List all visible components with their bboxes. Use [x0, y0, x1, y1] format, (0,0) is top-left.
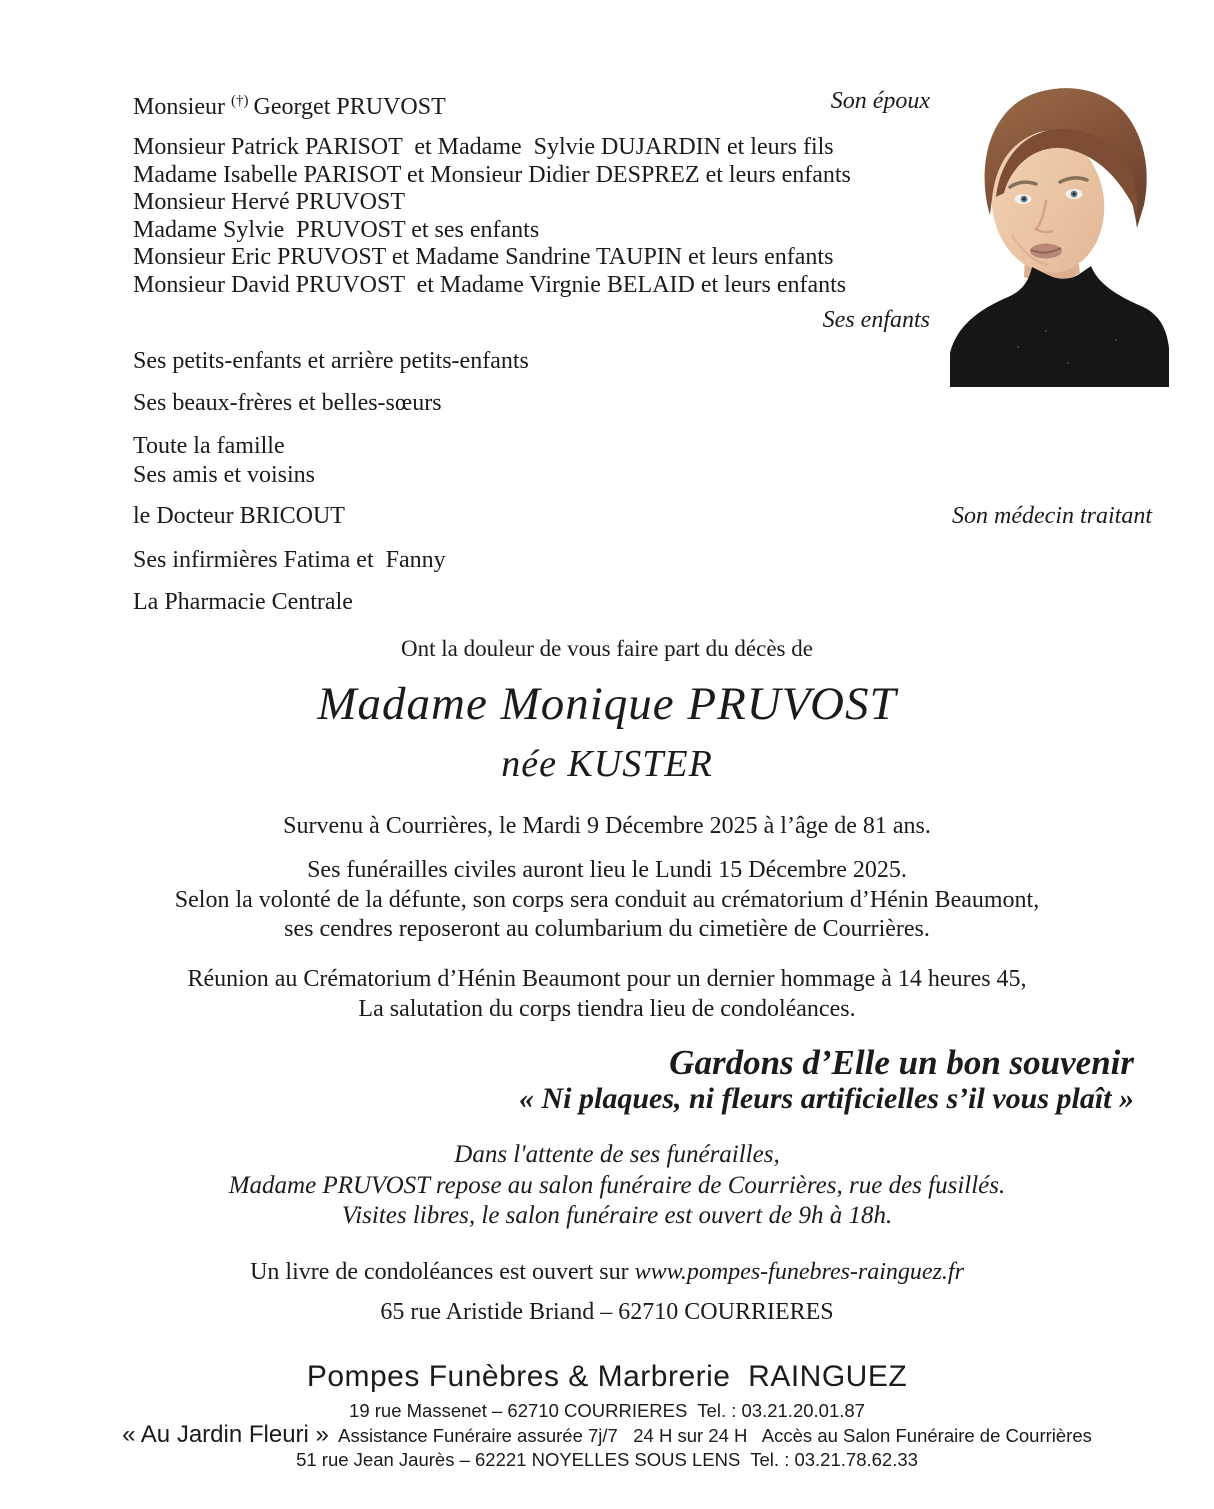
reunion-details: [0, 965, 1214, 1024]
portrait-photo: [948, 85, 1174, 387]
children-relation-label: Ses enfants: [822, 307, 930, 333]
portrait-photo-svg: [948, 85, 1174, 387]
footer-address-2: 51 rue Jean Jaurès – 62221 NOYELLES SOUS LENS Tel. : 03.21.78.62.33: [296, 1449, 918, 1470]
repose-block: [20, 1140, 1214, 1232]
grandchildren-line: Ses petits-enfants et arrière petits-enfants: [133, 348, 529, 374]
nurses-line: Ses infirmières Fatima et Fanny: [133, 547, 446, 573]
funeral-details: [0, 856, 1214, 945]
footer-address-1: 19 rue Massenet – 62710 COURRIERES Tel. : 03.21.20.01.87: [349, 1400, 865, 1421]
deceased-name: Madame Monique PRUVOST: [317, 678, 897, 730]
condolences-line: [0, 1258, 1214, 1288]
footer-services: Assistance Funéraire assurée 7j/7 24 H sur 24 H Accès au Salon Funéraire de Courrières: [328, 1425, 1092, 1446]
tribute-line-2: « Ni plaques, ni fleurs artificielles s’il vous plaît »: [518, 1082, 1134, 1115]
husband-line: [133, 88, 446, 122]
husband-prefix: Monsieur: [133, 94, 225, 120]
condolences-text: Un livre de condoléances est ouvert sur: [250, 1259, 635, 1285]
friends-line: Ses amis et voisins: [133, 461, 316, 488]
footer-brand-name: « Au Jardin Fleuri »: [122, 1421, 329, 1448]
funeral-line: Ses funérailles civiles auront lieu le Lundi 15 Décembre 2025.: [307, 857, 907, 883]
maiden-name: née KUSTER: [501, 743, 713, 785]
family-friends-block: [133, 432, 315, 489]
doctor-line: le Docteur BRICOUT: [133, 503, 345, 529]
repose-line: Visites libres, le salon funéraire est ouvert de 9h à 18h.: [341, 1202, 893, 1229]
tribute-block: [519, 1044, 1134, 1116]
doctor-relation-label: Son médecin traitant: [952, 503, 1152, 529]
funeral-line: Selon la volonté de la défunte, son corps sera conduit au crématorium d’Hénin Beaumont,: [174, 886, 1040, 913]
family-line: Monsieur Eric PRUVOST et Madame Sandrine TAUPIN et leurs enfants: [133, 244, 834, 270]
reunion-line: Réunion au Crématorium d’Hénin Beaumont pour un dernier hommage à 14 heures 45,: [187, 966, 1027, 992]
announcement-intro: Ont la douleur de vous faire part du décès de: [401, 636, 813, 661]
family-line: Monsieur Hervé PRUVOST: [133, 189, 405, 215]
tribute-line-1: Gardons d’Elle un bon souvenir: [669, 1043, 1134, 1082]
deceased-dagger-icon: (†): [231, 93, 249, 109]
address-line: 65 rue Aristide Briand – 62710 COURRIERES: [380, 1299, 834, 1325]
funeral-line: ses cendres reposeront au columbarium du cimetière de Courrières.: [284, 916, 930, 942]
footer-brand-line: [0, 1421, 1214, 1449]
footer-company-name: Pompes Funèbres & Marbrerie RAINGUEZ: [306, 1360, 908, 1393]
family-line: Madame Sylvie PRUVOST et ses enfants: [133, 216, 540, 243]
whole-family-line: Toute la famille: [133, 433, 285, 459]
family-line: Monsieur Patrick PARISOT et Madame Sylvie DUJARDIN et leurs fils: [133, 134, 834, 160]
reunion-line: La salutation du corps tiendra lieu de condoléances.: [358, 995, 856, 1022]
husband-relation-label: Son époux: [830, 88, 930, 114]
husband-name: Georget PRUVOST: [253, 94, 446, 120]
pharmacy-line: La Pharmacie Centrale: [133, 589, 353, 615]
in-laws-line: Ses beaux-frères et belles-sœurs: [133, 390, 442, 416]
repose-line: Dans l'attente de ses funérailles,: [454, 1141, 780, 1168]
family-line: Madame Isabelle PARISOT et Monsieur Didier DESPREZ et leurs enfants: [133, 161, 851, 188]
family-line: Monsieur David PRUVOST et Madame Virgnie BELAID et leurs enfants: [133, 271, 847, 298]
children-list: [133, 134, 851, 299]
death-line: Survenu à Courrières, le Mardi 9 Décembre 2025 à l’âge de 81 ans.: [283, 813, 931, 839]
repose-line: Madame PRUVOST repose au salon funéraire de Courrières, rue des fusillés.: [228, 1171, 1006, 1199]
condolences-website: www.pompes-funebres-rainguez.fr: [634, 1259, 964, 1285]
